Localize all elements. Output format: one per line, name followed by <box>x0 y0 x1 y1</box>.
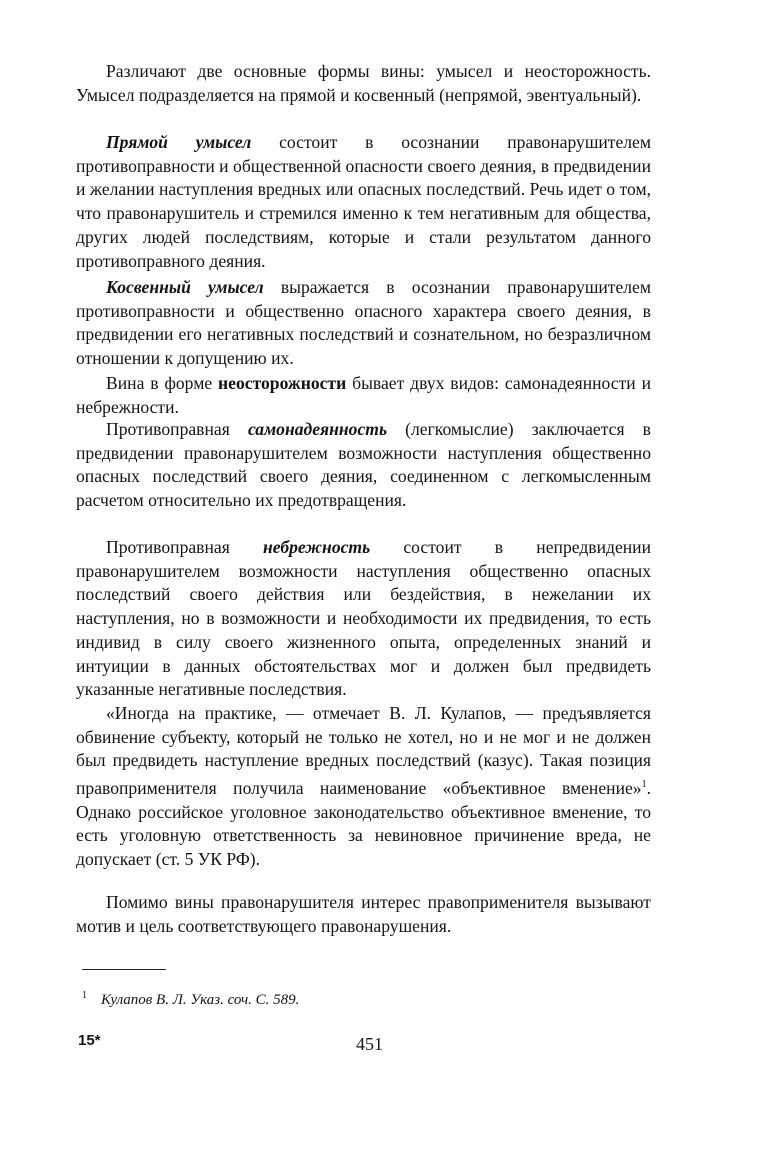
term-indirect-intent: Косвенный умысел <box>106 277 264 297</box>
term-carelessness: небрежность <box>263 537 371 557</box>
footnote-text: Кулапов В. Л. Указ. соч. С. 589. <box>101 992 300 1008</box>
term-direct-intent: Прямой умысел <box>106 132 252 152</box>
term-negligence: неосторожности <box>218 373 347 393</box>
paragraph-negligence-forms-text: бывает двух видов: самонадеянности и небрежности. <box>76 373 651 417</box>
paragraph-self-confidence-text: (легкомыслие) заключается в предвидении правонарушителем возможности наступления общественно опасных последствий своего деяния, соединенном с легкомысленным расчетом относительно их предотвращения. <box>76 419 651 511</box>
quote-continuation: . Однако российское уголовное законодательство объективное вменение, то есть уголовную ответственность за невиновное причинение вреда, не допускает (ст. 5 УК РФ). <box>76 777 651 870</box>
footnote-divider <box>82 969 166 970</box>
signature-mark: 15* <box>78 1032 101 1049</box>
footnote-reference: 1 <box>641 779 647 791</box>
paragraph-negligence-forms-pre: Вина в форме <box>106 373 219 393</box>
paragraph-motive-and-goal: Помимо вины правонарушителя интерес правоприменителя вызывают мотив и цель соответствующего правонарушения. <box>76 892 651 936</box>
footnote-marker: 1 <box>82 990 87 1001</box>
page-number: 451 <box>356 1034 383 1054</box>
paragraph-forms-of-guilt: Различают две основные формы вины: умысел и неосторожность. Умысел подразделяется на прямой и косвенный (непрямой, эвентуальный). <box>76 61 651 105</box>
paragraph-indirect-intent <box>76 276 651 371</box>
quote-text: «Иногда на практике, — отмечает В. Л. Кулапов, — предъявляется обвинение субъекту, который не только не хотел, но и не мог и не должен был предвидеть наступление вредных последствий (казус). Такая позиция правоприменителя получила наименование «объективное вменение» <box>76 703 651 798</box>
paragraph-self-confidence-pre: Противоправная <box>106 419 248 439</box>
term-self-confidence: самонадеянность <box>247 419 387 439</box>
paragraph-carelessness-pre: Противоправная <box>106 537 264 557</box>
paragraph-direct-intent <box>76 131 651 273</box>
footnote <box>82 986 299 1010</box>
paragraph-kulapov-quote <box>76 702 651 872</box>
paragraph-carelessness <box>76 536 651 702</box>
paragraph-negligence-forms <box>76 372 651 419</box>
paragraph-self-confidence <box>76 418 651 513</box>
paragraph-indirect-intent-text: выражается в осознании правонарушителем противоправности и общественно опасного характера своего деяния, в предвидении его негативных последствий и сознательном, но безразличном отношении к допущению их. <box>76 277 652 369</box>
paragraph-carelessness-text: состоит в непредвидении правонарушителем возможности наступления общественно опасных последствий своего действия или бездействия, в нежелании их наступления, но в возможности и необходимости их предвидения, то есть индивид в силу своего жизненного опыта, определенных знаний и интуиции в данных обстоятельствах мог и должен был предвидеть указанные негативные последствия. <box>76 537 651 700</box>
paragraph-direct-intent-text: состоит в осознании правонарушителем противоправности и общественной опасности своего деяния, в предвидении и желании наступления вредных или опасных последствий. Речь идет о том, что правонарушитель и стремился именно к тем негативным для общества, других людей последствиям, которые и стали результатом данного противоправного деяния. <box>76 132 652 271</box>
